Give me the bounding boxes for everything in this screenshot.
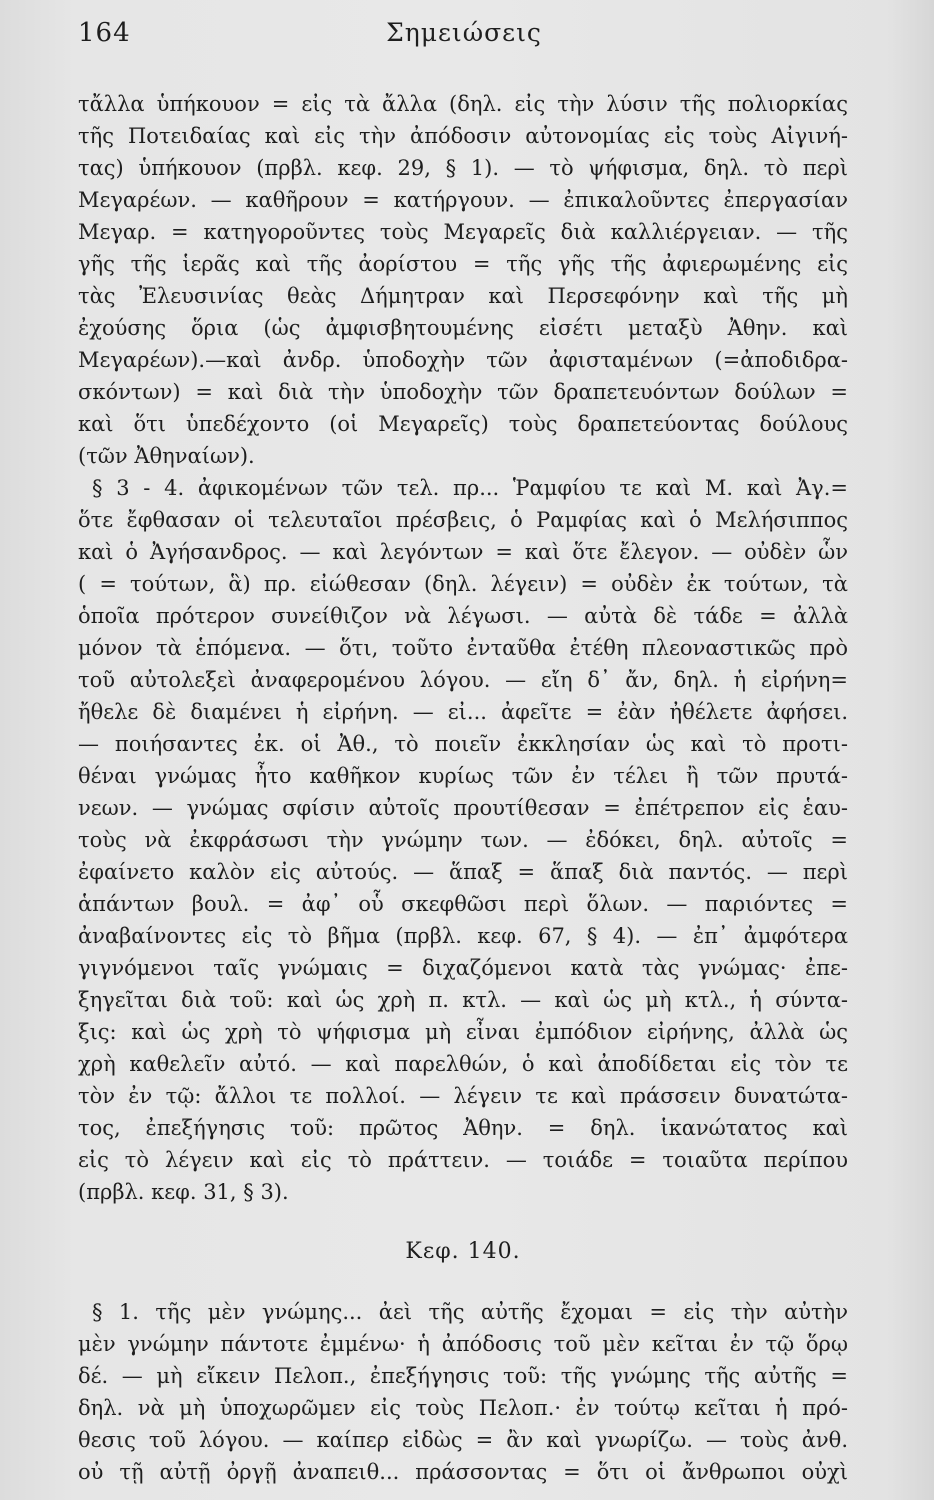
text-line: ἤθελε δὲ διαμένει ἡ εἰρήνη. — εἰ... ἀφεῖτε = ἐὰν ἠθέλετε ἀφήσει.	[78, 700, 848, 724]
section-gap	[78, 1268, 848, 1296]
text-line: § 1. τῆς μὲν γνώμης... ἀεὶ τῆς αὐτῆς ἔχομαι = εἰς τὴν αὐτὴν	[92, 1300, 848, 1324]
text-line: θέναι γνώμας ἦτο καθῆκον κυρίως τῶν ἐν τέλει ἢ τῶν πρυτά-	[78, 764, 848, 788]
text-line: τοὺς νὰ ἐκφράσωσι τὴν γνώμην των. — ἐδόκει, δηλ. αὐτοῖς =	[78, 828, 848, 852]
text-line: Μεγαρ. = κατηγοροῦντες τοὺς Μεγαρεῖς διὰ καλλιέργειαν. — τῆς	[78, 220, 848, 244]
text-line: § 3 - 4. ἀφικομένων τῶν τελ. πρ... Ῥαμφίου τε καὶ Μ. καὶ Ἀγ.=	[92, 476, 848, 500]
section-gap	[78, 1208, 848, 1236]
text-line: τἄλλα ὑπήκουον = εἰς τὰ ἄλλα (δηλ. εἰς τὴν λύσιν τῆς πολιορκίας	[78, 92, 848, 116]
text-line: καὶ ὅτι ὑπεδέχοντο (οἱ Μεγαρεῖς) τοὺς δραπετεύοντας δούλους	[78, 412, 848, 436]
text-line: θεσις τοῦ λόγου. — καίπερ εἰδὼς = ἂν καὶ γνωρίζω. — τοὺς ἀνθ.	[78, 1428, 848, 1452]
text-block	[78, 88, 848, 1488]
text-line: ξηγεῖται διὰ τοῦ: καὶ ὡς χρὴ π. κτλ. — καὶ ὡς μὴ κτλ., ἡ σύντα-	[78, 988, 848, 1012]
text-line: μὲν γνώμην πάντοτε ἐμμένω· ἡ ἀπόδοσις τοῦ μὲν κεῖται ἐν τῷ ὅρῳ	[78, 1332, 848, 1356]
text-line: γιγνόμενοι ταῖς γνώμαις = διχαζόμενοι κατὰ τὰς γνώμας· ἐπε-	[78, 956, 848, 980]
text-line: μόνον τὰ ἑπόμενα. — ὅτι, τοῦτο ἐνταῦθα ἐτέθη πλεοναστικῶς πρὸ	[78, 636, 848, 660]
text-line: νεων. — γνώμας σφίσιν αὐτοῖς προυτίθεσαν = ἐπέτρεπον εἰς ἑαυ-	[78, 796, 848, 820]
text-line: (τῶν Ἀθηναίων).	[78, 444, 255, 468]
text-line: δέ. — μὴ εἴκειν Πελοπ., ἐπεξήγησις τοῦ: τῆς γνώμης τῆς αὐτῆς =	[78, 1364, 848, 1388]
text-line: ἐφαίνετο καλὸν εἰς αὐτούς. — ἅπαξ = ἅπαξ διὰ παντός. — περὶ	[78, 860, 848, 884]
text-line: οὐ τῇ αὐτῇ ὀργῇ ἀναπειθ... πράσσοντας = ὅτι οἱ ἄνθρωποι οὐχὶ	[78, 1460, 848, 1484]
paragraph-2	[78, 472, 848, 1208]
paragraph-1	[78, 88, 848, 472]
chapter-heading: Κεφ. 140.	[405, 1239, 521, 1264]
text-line: ὁποῖα πρότερον συνείθιζον νὰ λέγωσι. — αὐτὰ δὲ τάδε = ἀλλὰ	[78, 604, 848, 628]
text-line: Μεγαρέων).—καὶ ἀνδρ. ὑποδοχὴν τῶν ἀφισταμένων (=ἀποδιδρα-	[78, 348, 848, 372]
text-line: καὶ ὁ Ἀγήσανδρος. — καὶ λεγόντων = καὶ ὅτε ἔλεγον. — οὐδὲν ὧν	[78, 540, 848, 564]
running-head	[78, 18, 850, 58]
text-line: ἀναβαίνοντες εἰς τὸ βῆμα (πρβλ. κεφ. 67, § 4). — ἐπ᾿ ἀμφότερα	[78, 924, 848, 948]
text-line: γῆς τῆς ἱερᾶς καὶ τῆς ἀορίστου = τῆς γῆς τῆς ἀφιερωμένης εἰς	[78, 252, 848, 276]
text-line: ( = τούτων, ἃ) πρ. εἰώθεσαν (δηλ. λέγειν) = οὐδὲν ἐκ τούτων, τὰ	[78, 572, 848, 596]
text-line: τὸν ἐν τῷ: ἄλλοι τε πολλοί. — λέγειν τε καὶ πράσσειν δυνατώτα-	[78, 1084, 848, 1108]
text-line: ἐχούσης ὅρια (ὡς ἀμφισβητουμένης εἰσέτι μεταξὺ Ἀθην. καὶ	[78, 316, 848, 340]
text-line: εἰς τὸ λέγειν καὶ εἰς τὸ πράττειν. — τοιάδε = τοιαῦτα περίπου	[78, 1148, 848, 1172]
text-line: δηλ. νὰ μὴ ὑποχωρῶμεν εἰς τοὺς Πελοπ.· ἐν τούτῳ κεῖται ἡ πρό-	[78, 1396, 848, 1420]
text-line: ἁπάντων βουλ. = ἀφ᾿ οὗ σκεφθῶσι περὶ ὅλων. — παριόντες =	[78, 892, 848, 916]
text-line: τῆς Ποτειδαίας καὶ εἰς τὴν ἀπόδοσιν αὐτονομίας εἰς τοὺς Αἰγινή-	[78, 124, 848, 148]
paragraph-3	[78, 1296, 848, 1488]
text-line: ὅτε ἔφθασαν οἱ τελευταῖοι πρέσβεις, ὁ Ραμφίας καὶ ὁ Μελήσιππος	[78, 508, 848, 532]
text-line: — ποιήσαντες ἐκ. οἱ Ἀθ., τὸ ποιεῖν ἐκκλησίαν ὡς καὶ τὸ προτι-	[78, 732, 848, 756]
page-number: 164	[78, 18, 131, 48]
text-line: χρὴ καθελεῖν αὐτό. — καὶ παρελθών, ὁ καὶ ἀποδίδεται εἰς τὸν τε	[78, 1052, 848, 1076]
text-line: τὰς Ἐλευσινίας θεὰς Δήμητραν καὶ Περσεφόνην καὶ τῆς μὴ	[78, 284, 848, 308]
text-line: σκόντων) = καὶ διὰ τὴν ὑποδοχὴν τῶν δραπετευόντων δούλων =	[78, 380, 848, 404]
text-line: Μεγαρέων. — καθῆρουν = κατήργουν. — ἐπικαλοῦντες ἐπεργασίαν	[78, 188, 848, 212]
text-line: τος, ἐπεξήγησις τοῦ: πρῶτος Ἀθην. = δηλ. ἱκανώτατος καὶ	[78, 1116, 848, 1140]
text-line: τας) ὑπήκουον (πρβλ. κεφ. 29, § 1). — τὸ ψήφισμα, δηλ. τὸ περὶ	[78, 156, 848, 180]
text-line: (πρβλ. κεφ. 31, § 3).	[78, 1180, 289, 1204]
text-line: τοῦ αὐτολεξεὶ ἀναφερομένου λόγου. — εἴη δ᾿ ἄν, δηλ. ἡ εἰρήνη=	[78, 668, 848, 692]
running-title: Σημειώσεις	[386, 18, 542, 47]
text-line: ξις: καὶ ὡς χρὴ τὸ ψήφισμα μὴ εἶναι ἐμπόδιον εἰρήνης, ἀλλὰ ὡς	[78, 1020, 848, 1044]
